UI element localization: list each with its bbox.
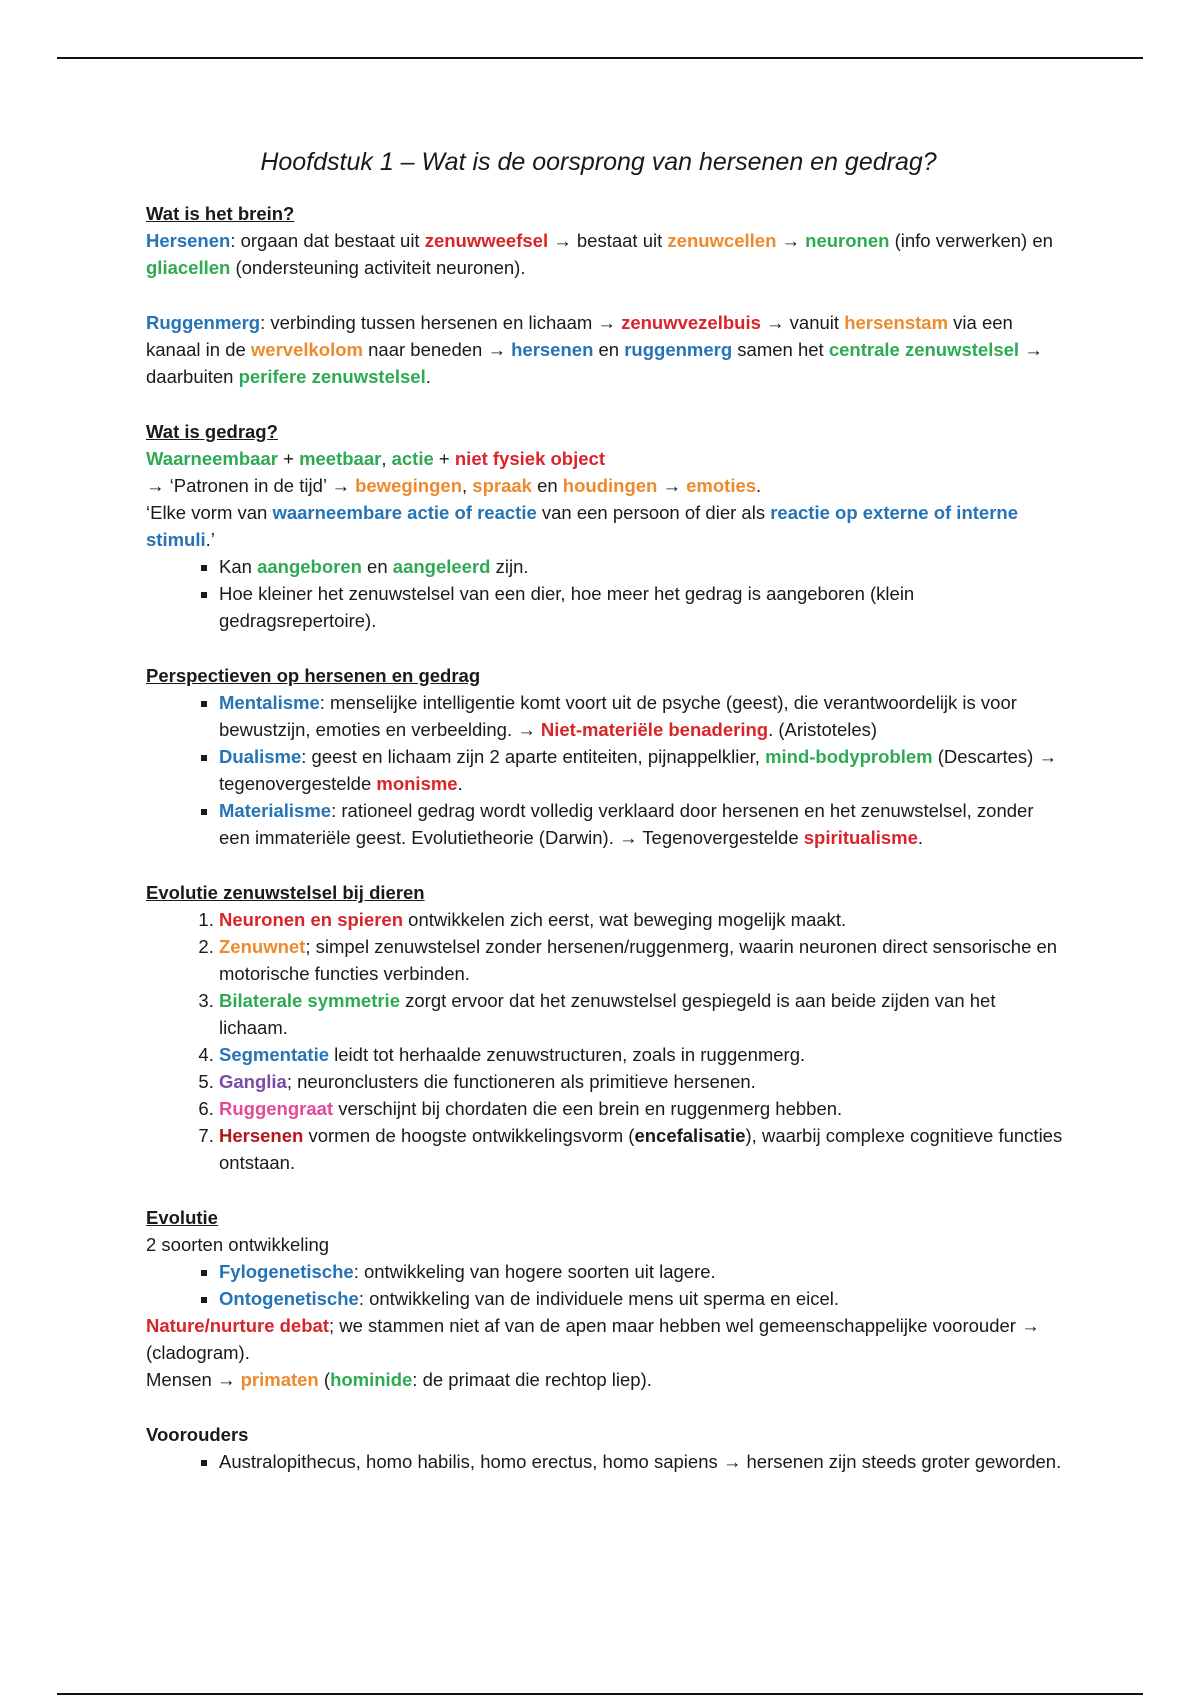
heading-perspectieven: Perspectieven op hersenen en gedrag bbox=[146, 665, 481, 686]
heading-voorouders: Voorouders bbox=[146, 1424, 249, 1445]
list-item: 6. Ruggengraat verschijnt bij chordaten die een brein en ruggenmerg hebben. bbox=[219, 1095, 1066, 1122]
document-page bbox=[146, 146, 1066, 1475]
list-item: ▪ Hoe kleiner het zenuwstelsel van een dier, hoe meer het gedrag is aangeboren (klein gedragsrepertoire). bbox=[219, 580, 1066, 634]
evolutie-line-2: Nature/nurture debat; we stammen niet af van de apen maar hebben wel gemeenschappelijke voorouder → (cladogram). bbox=[146, 1315, 1040, 1363]
heading-wat-is-gedrag: Wat is gedrag? bbox=[146, 421, 278, 442]
heading-evolutie: Evolutie bbox=[146, 1207, 218, 1228]
gedrag-line-3: ‘Elke vorm van waarneembare actie of reactie van een persoon of dier als reactie op externe of interne stimuli.’ bbox=[146, 502, 1018, 550]
paragraph-hersenen: Hersenen: orgaan dat bestaat uit zenuwweefsel → bestaat uit zenuwcellen → neuronen (info verwerken) en gliacellen (ondersteuning activiteit neuronen). bbox=[146, 230, 1053, 278]
heading-evolutie-zenuwstelsel: Evolutie zenuwstelsel bij dieren bbox=[146, 882, 425, 903]
evolutie-bullets bbox=[146, 1258, 1066, 1312]
evolutie-line-1: 2 soorten ontwikkeling bbox=[146, 1234, 330, 1255]
list-item: ▪ Kan aangeboren en aangeleerd zijn. bbox=[219, 553, 1066, 580]
list-item: 1. Neuronen en spieren ontwikkelen zich eerst, wat beweging mogelijk maakt. bbox=[219, 906, 1066, 933]
list-item: 7. Hersenen vormen de hoogste ontwikkelingsvorm (encefalisatie), waarbij complexe cognitieve functies ontstaan. bbox=[219, 1122, 1066, 1176]
gedrag-bullets bbox=[146, 553, 1066, 634]
evolutie-line-3: Mensen → primaten (hominide: de primaat die rechtop liep). bbox=[146, 1369, 652, 1390]
list-item: ▪ Australopithecus, homo habilis, homo erectus, homo sapiens → hersenen zijn steeds groter geworden. bbox=[219, 1448, 1066, 1475]
evolutie-numbered-list bbox=[146, 906, 1066, 1176]
list-item: 2. Zenuwnet; simpel zenuwstelsel zonder hersenen/ruggenmerg, waarin neuronen direct sensorische en motorische functies verbinden. bbox=[219, 933, 1066, 987]
list-item: 4. Segmentatie leidt tot herhaalde zenuwstructuren, zoals in ruggenmerg. bbox=[219, 1041, 1066, 1068]
gedrag-line-2: → ‘Patronen in de tijd’ → bewegingen, spraak en houdingen → emoties. bbox=[146, 475, 762, 496]
voorouders-bullets bbox=[146, 1448, 1066, 1475]
paragraph-ruggenmerg: Ruggenmerg: verbinding tussen hersenen en lichaam → zenuwvezelbuis → vanuit hersenstam via een kanaal in de wervelkolom naar beneden → hersenen en ruggenmerg samen het centrale zenuwstelsel → daarbuiten perifere zenuwstelsel. bbox=[146, 312, 1043, 387]
top-rule bbox=[57, 57, 1143, 59]
list-item: ▪ Fylogenetische: ontwikkeling van hogere soorten uit lagere. bbox=[219, 1258, 1066, 1285]
heading-wat-is-het-brein: Wat is het brein? bbox=[146, 203, 295, 224]
list-item: ▪ Dualisme: geest en lichaam zijn 2 aparte entiteiten, pijnappelklier, mind-bodyproblem (Descartes) → tegenovergestelde monisme. bbox=[219, 743, 1066, 797]
bottom-rule bbox=[57, 1693, 1143, 1695]
gedrag-line-1: Waarneembaar + meetbaar, actie + niet fysiek object bbox=[146, 448, 605, 469]
list-item: 5. Ganglia; neuronclusters die functioneren als primitieve hersenen. bbox=[219, 1068, 1066, 1095]
list-item: ▪ Ontogenetische: ontwikkeling van de individuele mens uit sperma en eicel. bbox=[219, 1285, 1066, 1312]
list-item: ▪ Mentalisme: menselijke intelligentie komt voort uit de psyche (geest), die verantwoordelijk is voor bewustzijn, emoties en verbeelding. → Niet-materiële benadering. (Aristoteles) bbox=[219, 689, 1066, 743]
list-item: 3. Bilaterale symmetrie zorgt ervoor dat het zenuwstelsel gespiegeld is aan beide zijden van het lichaam. bbox=[219, 987, 1066, 1041]
page-title: Hoofdstuk 1 – Wat is de oorsprong van hersenen en gedrag? bbox=[260, 148, 937, 176]
perspectieven-bullets bbox=[146, 689, 1066, 851]
list-item: ▪ Materialisme: rationeel gedrag wordt volledig verklaard door hersenen en het zenuwstelsel, zonder een immateriële geest. Evolutietheorie (Darwin). → Tegenovergestelde spiritualisme. bbox=[219, 797, 1066, 851]
